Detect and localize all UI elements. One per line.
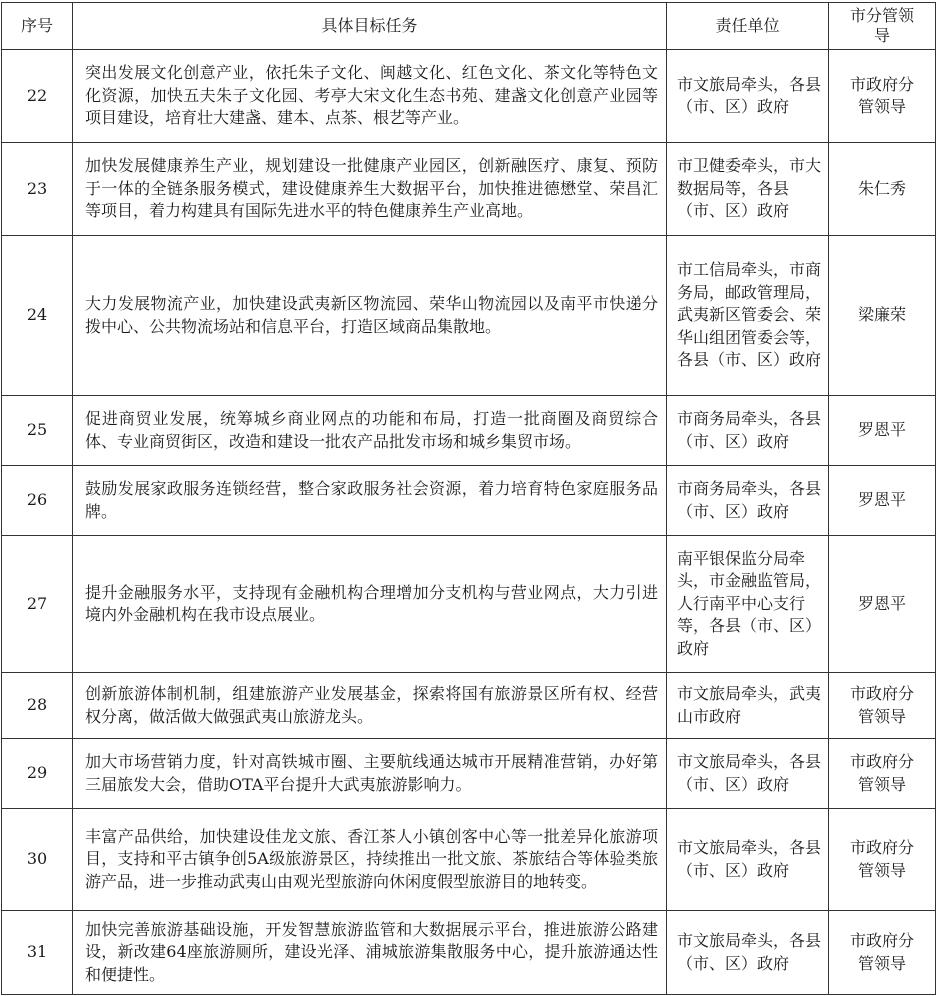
table-row <box>2 50 936 143</box>
row-seq: 29 <box>2 739 73 809</box>
row-task: 丰富产品供给，加快建设佳龙文旅、香江茶人小镇创客中心等一批差异化旅游项目，支持和平古镇争创5A级旅游景区，持续推出一批文旅、茶旅结合等体验类旅游产品，进一步推动武夷山由观光型旅游向休闲度假型旅游目的地转变。 <box>73 809 667 911</box>
row-unit: 市工信局牵头，市商务局，邮政管理局，武夷新区管委会、荣华山组团管委会等，各县（市、区）政府 <box>667 236 829 396</box>
row-task: 提升金融服务水平，支持现有金融机构合理增加分支机构与营业网点，大力引进境内外金融机构在我市设点展业。 <box>73 536 667 673</box>
row-unit: 市卫健委牵头，市大数据局等，各县（市、区）政府 <box>667 143 829 236</box>
header-row <box>2 3 936 50</box>
table-row <box>2 673 936 739</box>
row-unit: 市文旅局牵头，各县（市、区）政府 <box>667 911 829 995</box>
row-seq: 28 <box>2 673 73 739</box>
table-row <box>2 739 936 809</box>
header-task: 具体目标任务 <box>73 3 667 50</box>
table-row <box>2 396 936 466</box>
row-unit: 市商务局牵头，各县（市、区）政府 <box>667 466 829 536</box>
row-unit: 市商务局牵头，各县（市、区）政府 <box>667 396 829 466</box>
row-leader: 罗恩平 <box>829 466 936 536</box>
header-seq: 序号 <box>2 3 73 50</box>
row-seq: 25 <box>2 396 73 466</box>
header-unit: 责任单位 <box>667 3 829 50</box>
row-seq: 30 <box>2 809 73 911</box>
table-row <box>2 911 936 995</box>
row-task: 大力发展物流产业，加快建设武夷新区物流园、荣华山物流园以及南平市快递分拨中心、公共物流场站和信息平台，打造区域商品集散地。 <box>73 236 667 396</box>
table-row <box>2 536 936 673</box>
row-task: 加大市场营销力度，针对高铁城市圈、主要航线通达城市开展精准营销，办好第三届旅发大会，借助OTA平台提升大武夷旅游影响力。 <box>73 739 667 809</box>
row-leader: 市政府分管领导 <box>829 911 936 995</box>
row-seq: 27 <box>2 536 73 673</box>
row-seq: 23 <box>2 143 73 236</box>
row-task: 加快发展健康养生产业，规划建设一批健康产业园区，创新融医疗、康复、预防于一体的全链条服务模式，建设健康养生大数据平台，加快推进德懋堂、荣昌汇等项目，着力构建具有国际先进水平的特色健康养生产业高地。 <box>73 143 667 236</box>
row-leader: 梁廉荣 <box>829 236 936 396</box>
table-row <box>2 236 936 396</box>
table-row <box>2 809 936 911</box>
row-leader: 市政府分管领导 <box>829 809 936 911</box>
table-row <box>2 143 936 236</box>
row-leader: 市政府分管领导 <box>829 50 936 143</box>
row-seq: 31 <box>2 911 73 995</box>
row-unit: 市文旅局牵头，各县（市、区）政府 <box>667 50 829 143</box>
row-task: 加快完善旅游基础设施，开发智慧旅游监管和大数据展示平台，推进旅游公路建设，新改建64座旅游厕所，建设光泽、浦城旅游集散服务中心，提升旅游通达性和便捷性。 <box>73 911 667 995</box>
row-task: 创新旅游体制机制，组建旅游产业发展基金，探索将国有旅游景区所有权、经营权分离，做活做大做强武夷山旅游龙头。 <box>73 673 667 739</box>
row-unit: 市文旅局牵头，武夷山市政府 <box>667 673 829 739</box>
row-unit: 南平银保监分局牵头，市金融监管局，人行南平中心支行等，各县（市、区）政府 <box>667 536 829 673</box>
row-leader: 罗恩平 <box>829 396 936 466</box>
row-leader: 罗恩平 <box>829 536 936 673</box>
row-task: 鼓励发展家政服务连锁经营，整合家政服务社会资源，着力培育特色家庭服务品牌。 <box>73 466 667 536</box>
row-seq: 26 <box>2 466 73 536</box>
table-row <box>2 466 936 536</box>
row-task: 突出发展文化创意产业，依托朱子文化、闽越文化、红色文化、茶文化等特色文化资源，加快五夫朱子文化园、考亭大宋文化生态书苑、建盏文化创意产业园等项目建设，培育壮大建盏、建本、点茶、根艺等产业。 <box>73 50 667 143</box>
header-leader: 市分管领导 <box>829 3 936 50</box>
row-leader: 朱仁秀 <box>829 143 936 236</box>
row-leader: 市政府分管领导 <box>829 673 936 739</box>
row-seq: 24 <box>2 236 73 396</box>
row-unit: 市文旅局牵头，各县（市、区）政府 <box>667 809 829 911</box>
target-task-table <box>1 2 936 995</box>
row-unit: 市文旅局牵头，各县（市、区）政府 <box>667 739 829 809</box>
row-leader: 市政府分管领导 <box>829 739 936 809</box>
row-task: 促进商贸业发展，统筹城乡商业网点的功能和布局，打造一批商圈及商贸综合体、专业商贸街区，改造和建设一批农产品批发市场和城乡集贸市场。 <box>73 396 667 466</box>
row-seq: 22 <box>2 50 73 143</box>
